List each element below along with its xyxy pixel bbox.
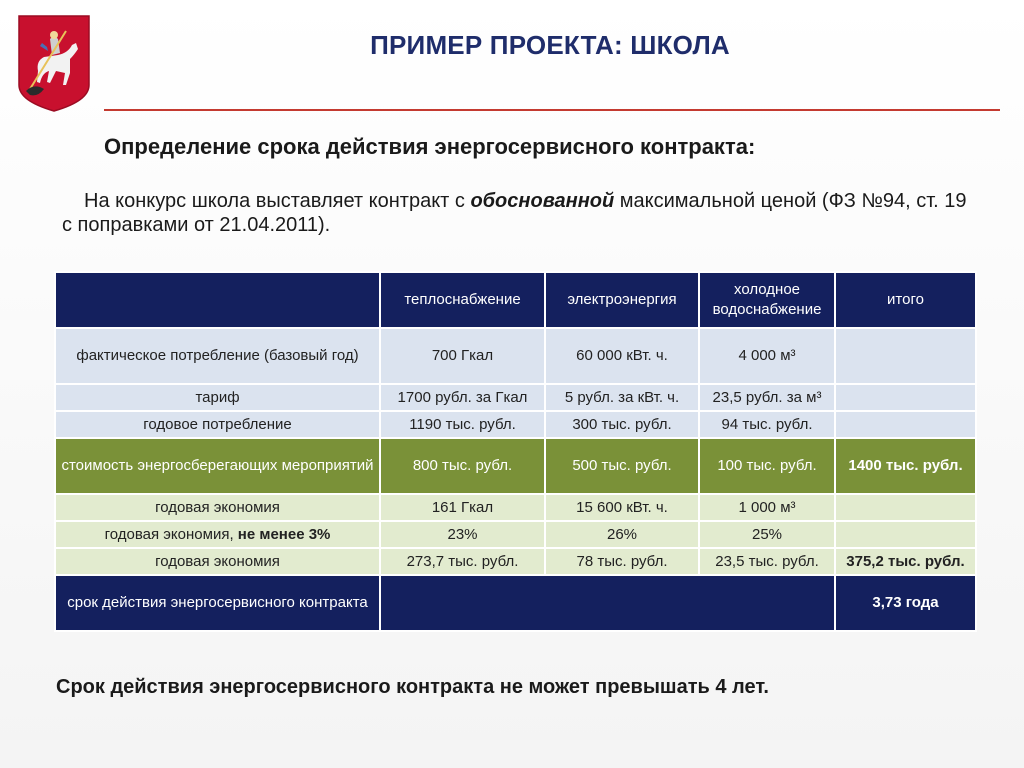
header-cell-electricity: электроэнергия bbox=[545, 272, 699, 328]
term-spacer bbox=[380, 575, 835, 631]
moscow-coat-of-arms-icon bbox=[16, 13, 92, 113]
table-cell: 1 000 м³ bbox=[699, 494, 835, 521]
table-row-highlight bbox=[55, 438, 976, 494]
table-row bbox=[55, 328, 976, 384]
table-cell: 1700 рубл. за Гкал bbox=[380, 384, 545, 411]
header-cell-water: холодное водоснабжение bbox=[699, 272, 835, 328]
table-cell bbox=[835, 411, 976, 438]
table-cell: 78 тыс. рубл. bbox=[545, 548, 699, 575]
header-cell-empty bbox=[55, 272, 380, 328]
table-cell: 300 тыс. рубл. bbox=[545, 411, 699, 438]
row-label: годовое потребление bbox=[55, 411, 380, 438]
table-cell: 273,7 тыс. рубл. bbox=[380, 548, 545, 575]
row-label: годовая экономия bbox=[55, 548, 380, 575]
table-cell: 800 тыс. рубл. bbox=[380, 438, 545, 494]
table-cell bbox=[835, 328, 976, 384]
title-divider bbox=[104, 109, 1000, 111]
intro-emphasis: обоснованной bbox=[470, 190, 615, 212]
table-cell: 23% bbox=[380, 521, 545, 548]
table-cell: 25% bbox=[699, 521, 835, 548]
row-label: стоимость энергосберегающих мероприятий bbox=[55, 438, 380, 494]
table-row bbox=[55, 411, 976, 438]
table-cell: 161 Гкал bbox=[380, 494, 545, 521]
row-label: фактическое потребление (базовый год) bbox=[55, 328, 380, 384]
section-subtitle: Определение срока действия энергосервисного контракта: bbox=[104, 134, 756, 159]
table-cell: 500 тыс. рубл. bbox=[545, 438, 699, 494]
table-cell: 1190 тыс. рубл. bbox=[380, 411, 545, 438]
row-label: тариф bbox=[55, 384, 380, 411]
table-row bbox=[55, 548, 976, 575]
table-cell: 700 Гкал bbox=[380, 328, 545, 384]
intro-paragraph bbox=[62, 189, 982, 237]
row-label-bold: не менее 3% bbox=[237, 525, 331, 543]
total-savings-cell: 375,2 тыс. рубл. bbox=[835, 548, 976, 575]
table-row bbox=[55, 494, 976, 521]
row-label: годовая экономия bbox=[55, 494, 380, 521]
total-cost-cell: 1400 тыс. рубл. bbox=[835, 438, 976, 494]
table-cell bbox=[835, 384, 976, 411]
header-cell-heat: теплоснабжение bbox=[380, 272, 545, 328]
energy-data-table bbox=[54, 271, 977, 632]
table-cell: 4 000 м³ bbox=[699, 328, 835, 384]
row-label-text: годовая экономия, bbox=[104, 525, 238, 543]
table-cell: 23,5 тыс. рубл. bbox=[699, 548, 835, 575]
intro-text-part2: максимальной ценой (ФЗ №94, ст. 19 с поправками от 21.04.2011). bbox=[62, 190, 967, 236]
table-cell bbox=[835, 494, 976, 521]
table-row bbox=[55, 521, 976, 548]
table-cell: 94 тыс. рубл. bbox=[699, 411, 835, 438]
term-value: 3,73 года bbox=[835, 575, 976, 631]
table-cell: 100 тыс. рубл. bbox=[699, 438, 835, 494]
table-cell: 15 600 кВт. ч. bbox=[545, 494, 699, 521]
table-cell: 5 рубл. за кВт. ч. bbox=[545, 384, 699, 411]
table-row-term bbox=[55, 575, 976, 631]
table-header-row bbox=[55, 272, 976, 328]
header-cell-total: итого bbox=[835, 272, 976, 328]
conclusion-text: Срок действия энергосервисного контракта не может превышать 4 лет. bbox=[56, 676, 769, 698]
term-label: срок действия энергосервисного контракта bbox=[55, 575, 380, 631]
row-label bbox=[55, 521, 380, 548]
table-cell: 26% bbox=[545, 521, 699, 548]
table-cell: 23,5 рубл. за м³ bbox=[699, 384, 835, 411]
table-row bbox=[55, 384, 976, 411]
intro-text-part1: На конкурс школа выставляет контракт с bbox=[84, 190, 471, 212]
table-cell bbox=[835, 521, 976, 548]
slide-title: ПРИМЕР ПРОЕКТА: ШКОЛА bbox=[370, 30, 730, 60]
table-cell: 60 000 кВт. ч. bbox=[545, 328, 699, 384]
